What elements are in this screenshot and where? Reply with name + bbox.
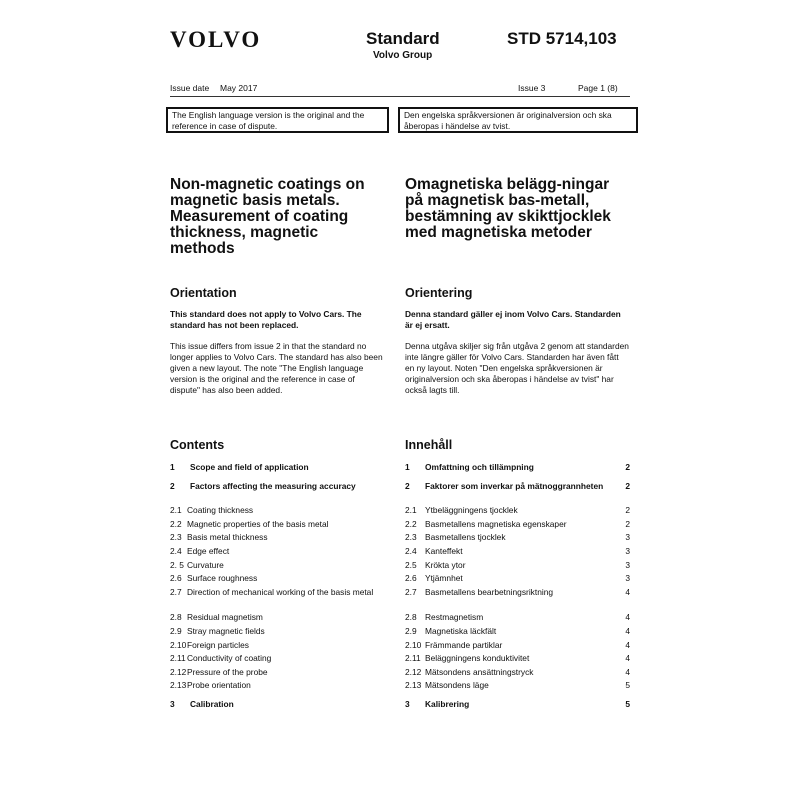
toc-number: 2.9 xyxy=(170,626,182,636)
toc-page-number: 3 xyxy=(625,546,630,556)
toc-number: 2.4 xyxy=(170,546,182,556)
document-title-en: Non-magnetic coatings on magnetic basis metals. Measurement of coating thickness, magnetic methods xyxy=(170,176,365,257)
toc-label: Curvature xyxy=(187,560,224,570)
toc-label: Basmetallens bearbetningsriktning xyxy=(425,587,554,597)
toc-page-number: 4 xyxy=(625,612,630,622)
toc-number: 2.4 xyxy=(405,546,417,556)
toc-label: Conductivity of coating xyxy=(187,653,272,663)
toc-label: Magnetic properties of the basis metal xyxy=(187,519,329,529)
toc-number: 2.6 xyxy=(405,573,417,583)
toc-label: Calibration xyxy=(190,699,234,709)
toc-number: 3 xyxy=(405,699,410,709)
toc-label: Omfattning och tillämpning xyxy=(425,462,534,472)
toc-number: 2. 5 xyxy=(170,560,184,570)
toc-number: 2.13 xyxy=(170,680,187,690)
toc-label: Probe orientation xyxy=(187,680,251,690)
toc-number: 2.9 xyxy=(405,626,417,636)
toc-label: Basmetallens magnetiska egenskaper xyxy=(425,519,567,529)
toc-label: Kalibrering xyxy=(425,699,470,709)
volvo-logo: VOLVO xyxy=(170,27,262,52)
toc-number: 2.10 xyxy=(170,640,187,650)
toc-number: 2.8 xyxy=(170,612,182,622)
toc-label: Krökta ytor xyxy=(425,560,466,570)
toc-label: Factors affecting the measuring accuracy xyxy=(190,481,356,491)
orientation-text-en: This issue differs from issue 2 in that the standard no longer applies to Volvo Cars. The standard has also been given a new layout. The note "The English language version is the original and the reference in case of dispute" has also been added. xyxy=(170,341,383,395)
toc-number: 2.8 xyxy=(405,612,417,622)
toc-label: Basis metal thickness xyxy=(187,532,268,542)
toc-page-number: 4 xyxy=(625,667,630,677)
orientation-heading-en: Orientation xyxy=(170,286,237,300)
toc-label: Beläggningens konduktivitet xyxy=(425,653,530,663)
toc-page-number: 4 xyxy=(625,640,630,650)
toc-page-number: 3 xyxy=(625,573,630,583)
toc-page-number: 5 xyxy=(625,680,630,690)
orientation-bold-en: This standard does not apply to Volvo Cars. The standard has not been replaced. xyxy=(170,309,362,330)
toc-label: Coating thickness xyxy=(187,505,254,515)
issue-number: Issue 3 xyxy=(518,83,546,93)
toc-number: 2.2 xyxy=(170,519,182,529)
toc-label: Direction of mechanical working of the basis metal xyxy=(187,587,374,597)
contents-heading-en: Contents xyxy=(170,438,225,452)
toc-page-number: 4 xyxy=(625,587,630,597)
toc-label: Foreign particles xyxy=(187,640,249,650)
toc-number: 2.1 xyxy=(170,505,182,515)
toc-page-number: 2 xyxy=(625,481,630,491)
orientation-bold-sv: Denna standard gäller ej inom Volvo Cars. Standarden är ej ersatt. xyxy=(405,309,621,330)
toc-page-number: 4 xyxy=(625,626,630,636)
toc-label: Ytjämnhet xyxy=(425,573,463,583)
toc-label: Pressure of the probe xyxy=(187,667,268,677)
toc-number: 2.13 xyxy=(405,680,422,690)
toc-number: 2.11 xyxy=(170,653,186,663)
orientation-heading-sv: Orientering xyxy=(405,286,473,300)
document-title-sv: Omagnetiska belägg-ningar på magnetisk bas-metall, bestämning av skikttjocklek med magnetiska metoder xyxy=(405,176,611,241)
toc-page-number: 3 xyxy=(625,532,630,542)
orientation-text-sv: Denna utgåva skiljer sig från utgåva 2 genom att standarden inte längre gäller för Volvo Cars. Standarden har även fått en ny layout. Noten "Den engelska språkversionen är originalversion och ska åberopas i händelse av tvist" har också lagts till. xyxy=(405,341,629,395)
toc-number: 2.12 xyxy=(170,667,187,677)
toc-number: 2.10 xyxy=(405,640,422,650)
toc-number: 2.1 xyxy=(405,505,417,515)
organization: Volvo Group xyxy=(373,50,433,61)
toc-label: Magnetiska läckfält xyxy=(425,626,497,636)
toc-number: 2.11 xyxy=(405,653,421,663)
toc-number: 2.7 xyxy=(405,587,417,597)
toc-label: Residual magnetism xyxy=(187,612,263,622)
notice-box-en: The English language version is the original and the reference in case of dispute. xyxy=(166,107,389,133)
toc-number: 2.3 xyxy=(170,532,182,542)
toc-page-number: 2 xyxy=(625,462,630,472)
toc-number: 1 xyxy=(405,462,410,472)
toc-label: Kanteffekt xyxy=(425,546,463,556)
toc-label: Restmagnetism xyxy=(425,612,484,622)
toc-label: Faktorer som inverkar på mätnoggrannheten xyxy=(425,481,604,491)
toc-number: 1 xyxy=(170,462,175,472)
contents-heading-sv: Innehåll xyxy=(405,438,453,452)
toc-page-number: 2 xyxy=(625,505,630,515)
toc-label: Mätsondens läge xyxy=(425,680,489,690)
toc-number: 2 xyxy=(170,481,175,491)
toc-page-number: 5 xyxy=(625,699,630,709)
toc-number: 2.3 xyxy=(405,532,417,542)
toc-page-number: 4 xyxy=(625,653,630,663)
toc-number: 2.2 xyxy=(405,519,417,529)
issue-date: May 2017 xyxy=(220,83,258,93)
toc-label: Främmande partiklar xyxy=(425,640,503,650)
toc-number: 2.6 xyxy=(170,573,182,583)
toc-label: Surface roughness xyxy=(187,573,258,583)
toc-label: Stray magnetic fields xyxy=(187,626,265,636)
notice-box-sv: Den engelska språkversionen är originalversion och ska åberopas i händelse av tvist. xyxy=(398,107,638,133)
toc-number: 2.5 xyxy=(405,560,417,570)
toc-page-number: 2 xyxy=(625,519,630,529)
toc-label: Scope and field of application xyxy=(190,462,309,472)
toc-number: 2 xyxy=(405,481,410,491)
toc-sv xyxy=(405,0,630,800)
toc-number: 2.12 xyxy=(405,667,422,677)
toc-label: Ytbeläggningens tjocklek xyxy=(425,505,518,515)
toc-label: Edge effect xyxy=(187,546,230,556)
toc-number: 2.7 xyxy=(170,587,182,597)
page-indicator: Page 1 (8) xyxy=(578,83,618,93)
toc-page-number: 3 xyxy=(625,560,630,570)
standard-number: STD 5714,103 xyxy=(507,29,617,48)
toc-label: Basmetallens tjocklek xyxy=(425,532,506,542)
issue-date-label: Issue date xyxy=(170,83,210,93)
toc-label: Mätsondens ansättningstryck xyxy=(425,667,534,677)
toc-en xyxy=(170,0,385,800)
toc-number: 3 xyxy=(170,699,175,709)
document-type: Standard xyxy=(366,29,440,48)
